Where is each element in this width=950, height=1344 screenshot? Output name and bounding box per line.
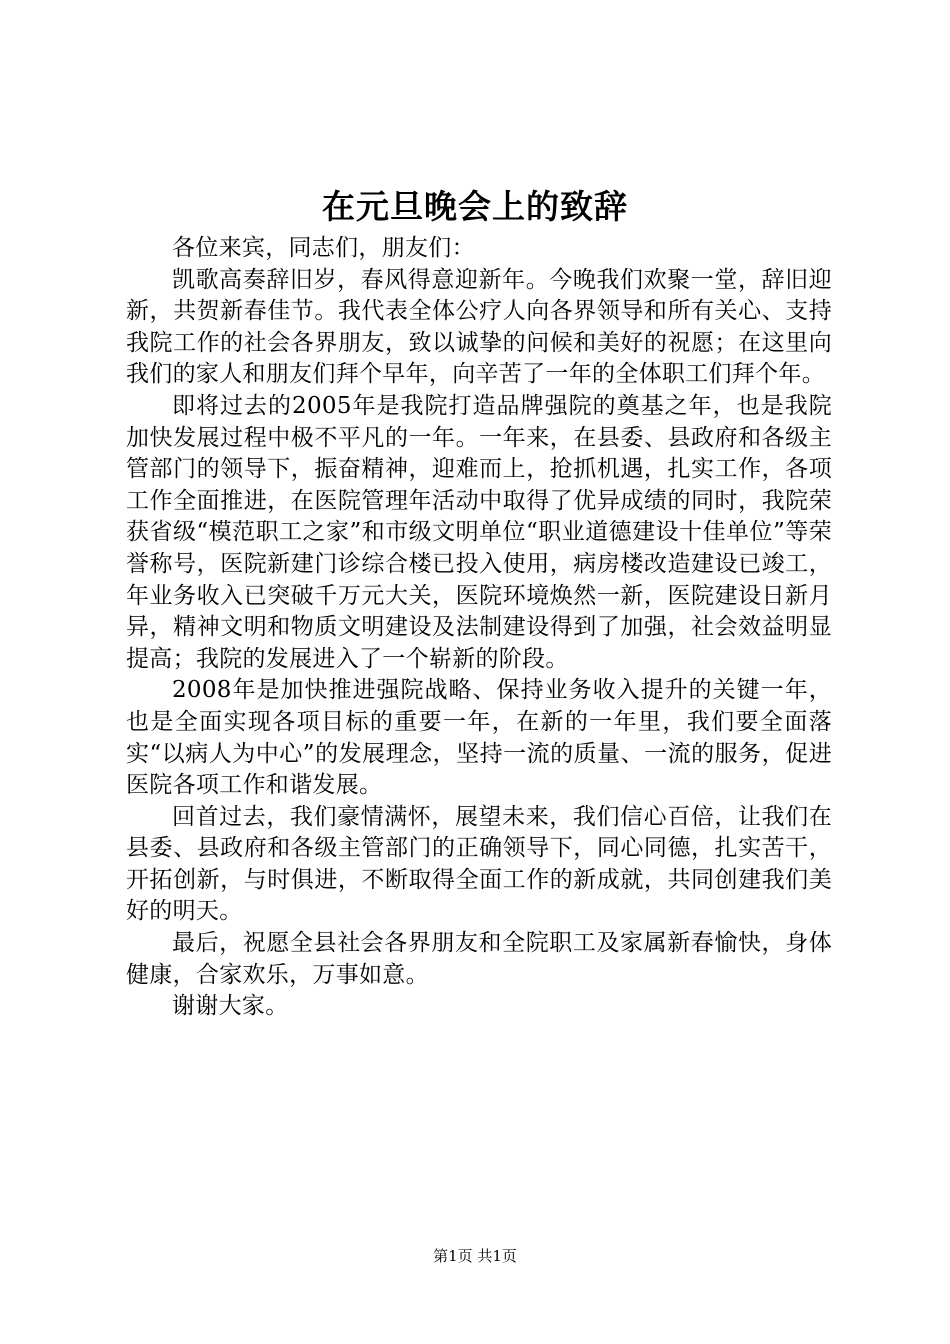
body-paragraph: 即将过去的2005年是我院打造品牌强院的奠基之年，也是我院加快发展过程中极不平凡的一年。一年来，在县委、县政府和各级主管部门的领导下，振奋精神，迎难而上，抢抓机遇，扎实工作，各项工作全面推进，在医院管理年活动中取得了优异成绩的同时，我院荣获省级“模范职工之家”和市级文明单位“职业道德建设十佳单位”等荣誉称号，医院新建门诊综合楼已投入使用，病房楼改造建设已竣工，年业务收入已突破千万元大关，医院环境焕然一新，医院建设日新月异，精神文明和物质文明建设及法制建设得到了加强，社会效益明显提高；我院的发展进入了一个崭新的阶段。 [126, 392, 832, 672]
body-paragraph: 回首过去，我们豪情满怀，展望未来，我们信心百倍，让我们在县委、县政府和各级主管部门的正确领导下，同心同德，扎实苦干，开拓创新，与时俱进，不断取得全面工作的新成就，共同创建我们美好的明天。 [126, 803, 832, 925]
document-body [126, 233, 832, 1023]
salutation-paragraph: 各位来宾，同志们，朋友们： [172, 235, 475, 261]
body-paragraph: 2008年是加快推进强院战略、保持业务收入提升的关键一年，也是全面实现各项目标的重要一年，在新的一年里，我们要全面落实“以病人为中心”的发展理念，坚持一流的质量、一流的服务，促进医院各项工作和谐发展。 [126, 677, 832, 799]
body-paragraph: 凯歌高奏辞旧岁，春风得意迎新年。今晚我们欢聚一堂，辞旧迎新，共贺新春佳节。我代表全体公疗人向各界领导和所有关心、支持我院工作的社会各界朋友，致以诚挚的问候和美好的祝愿；在这里向我们的家人和朋友们拜个早年，向辛苦了一年的全体职工们拜个年。 [126, 266, 832, 388]
body-paragraph: 最后，祝愿全县社会各界朋友和全院职工及家属新春愉快，身体健康，合家欢乐，万事如意。 [126, 930, 832, 988]
closing-paragraph: 谢谢大家。 [172, 993, 289, 1020]
document-title: 在元旦晚会上的致辞 [322, 187, 628, 226]
page-number-footer: 第1页 共1页 [433, 1247, 517, 1265]
